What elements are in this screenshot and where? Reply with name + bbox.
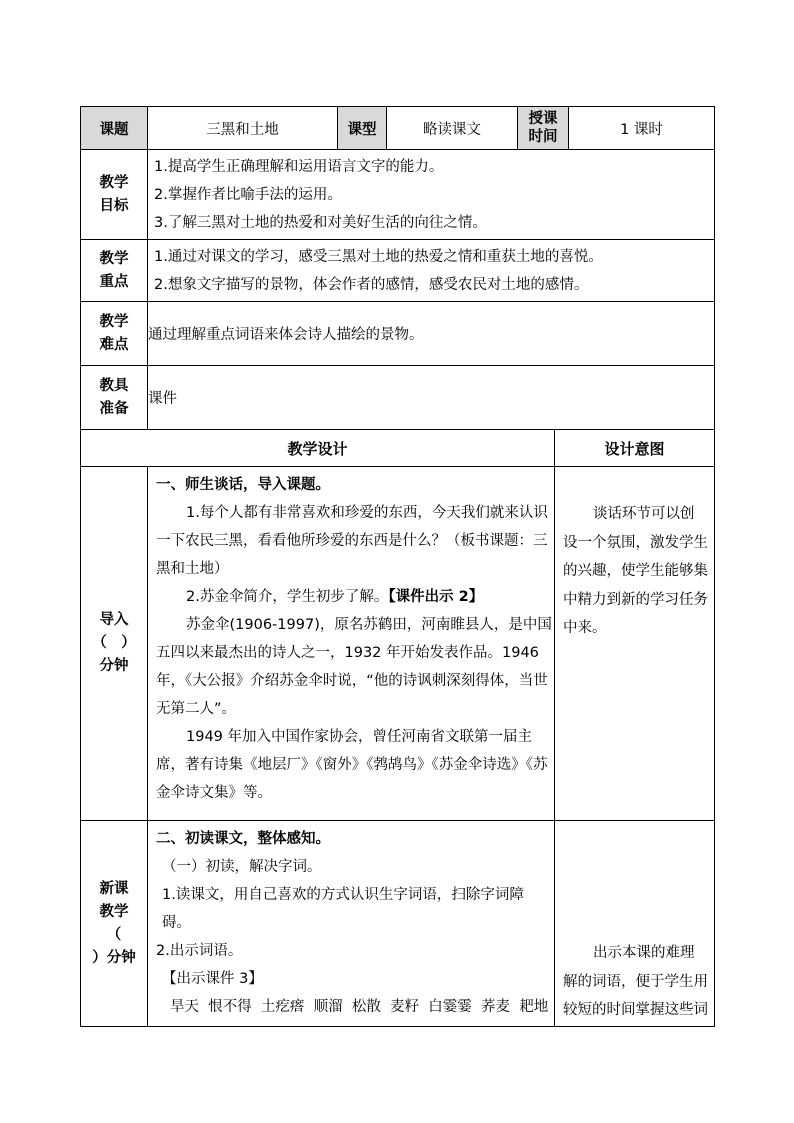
tools-label-line2: 准备 — [99, 400, 129, 417]
goals-content — [148, 150, 715, 240]
lesson-plan-table — [80, 106, 715, 1027]
time-label — [518, 107, 569, 150]
time-value: 1 课时 — [569, 107, 715, 150]
intro-intent — [555, 467, 715, 821]
header-row — [81, 107, 715, 150]
newlesson-label-line1: 新课 — [99, 880, 129, 897]
intro-content — [148, 467, 555, 821]
intro-paragraph: 1.每个人都有非常喜欢和珍爱的东西，今天我们就来认识一下农民三黑，看看他所珍爱的东西是什么？（板书课题：三黑和土地） — [156, 505, 548, 577]
intro-paragraph: 苏金伞(1906-1997)，原名苏鹤田，河南睢县人，是中国五四以来最杰出的诗人之一，1932 年开始发表作品。1946 年，《大公报》介绍苏金伞时说，“他的诗讽刺深刻得体，当世无第二人”。 — [156, 617, 552, 717]
newlesson-label — [81, 821, 148, 1027]
key-points-label — [81, 240, 148, 302]
newlesson-label-line4: ）分钟 — [92, 949, 136, 966]
intro-paragraph: 1949 年加入中国作家协会，曾任河南省文联第一届主席，著有诗集《地层厂》《窗外》《鹁鸪鸟》《苏金伞诗选》《苏金伞诗文集》等。 — [156, 729, 548, 801]
goal-item: 3.了解三黑对土地的热爱和对美好生活的向往之情。 — [154, 214, 487, 231]
difficulty-row — [81, 302, 715, 366]
vocab-words: 旱天 恨不得 土疙瘩 顺溜 松散 麦籽 白霎霎 荞麦 耙地 — [170, 999, 549, 1015]
newlesson-step: 2.出示词语。 — [156, 943, 243, 959]
intro-label — [81, 467, 148, 821]
goals-label-line2: 目标 — [99, 197, 129, 214]
intro-heading: 一、师生谈话，导入课题。 — [156, 477, 330, 493]
tools-row — [81, 366, 715, 430]
difficulty-text: 通过理解重点词语来体会诗人描绘的景物。 — [148, 302, 715, 366]
courseware-tag: 【课件出示 2】 — [388, 589, 484, 605]
difficulty-label — [81, 302, 148, 366]
design-header-row — [81, 430, 715, 467]
goal-item: 2.掌握作者比喻手法的运用。 — [154, 186, 342, 203]
intro-label-line2: （ ） — [92, 635, 136, 651]
newlesson-heading: 二、初读课文，整体感知。 — [156, 831, 330, 847]
topic-value: 三黑和土地 — [148, 107, 338, 150]
intro-p2-text: 2.苏金伞简介，学生初步了解。 — [186, 589, 389, 605]
tools-text: 课件 — [148, 366, 715, 430]
newlesson-content — [148, 821, 555, 1027]
key-points-row — [81, 240, 715, 302]
intro-intent-text: 谈话环节可以创设一个氛围，激发学生的兴趣，使学生能够集中精力到新的学习任务中来。 — [563, 506, 708, 636]
type-value: 略读课文 — [387, 107, 518, 150]
key-label-line2: 重点 — [99, 273, 129, 290]
intro-label-line3: 分钟 — [99, 658, 129, 674]
time-label-line2: 时间 — [528, 129, 558, 145]
newlesson-intent-text: 出示本课的难理解的词语，便于学生用较短的时间掌握这些词 — [563, 945, 708, 1018]
key-point-item: 1.通过对课文的学习，感受三黑对土地的热爱之情和重获土地的喜悦。 — [154, 248, 603, 265]
key-points-content — [148, 240, 715, 302]
goals-row — [81, 150, 715, 240]
intent-header: 设计意图 — [555, 430, 715, 467]
tools-label — [81, 366, 148, 430]
goal-item: 1.提高学生正确理解和运用语言文字的能力。 — [154, 158, 444, 175]
topic-label: 课题 — [81, 107, 148, 150]
goals-label-line1: 教学 — [99, 174, 129, 191]
intro-paragraph — [156, 583, 552, 611]
type-label: 课型 — [338, 107, 387, 150]
newlesson-label-line2: 教学 — [99, 903, 129, 920]
newlesson-row — [81, 821, 715, 1027]
difficulty-label-line2: 难点 — [99, 336, 129, 353]
tools-label-line1: 教具 — [99, 377, 129, 394]
design-header: 教学设计 — [81, 430, 555, 467]
time-label-line1: 授课 — [528, 111, 558, 127]
newlesson-step: 【出示课件 3】 — [162, 971, 263, 987]
key-label-line1: 教学 — [99, 250, 129, 267]
newlesson-label-line3: （ — [106, 926, 122, 943]
newlesson-intent — [555, 821, 715, 1027]
intro-label-line1: 导入 — [99, 612, 129, 628]
goals-label — [81, 150, 148, 240]
key-point-item: 2.想象文字描写的景物，体会作者的感情，感受农民对土地的感情。 — [154, 276, 589, 293]
newlesson-step: 1.读课文，用自己喜欢的方式认识生字词语，扫除字词障碍。 — [162, 887, 524, 931]
newlesson-sub: （一）初读，解决字词。 — [162, 859, 322, 875]
difficulty-label-line1: 教学 — [99, 313, 129, 330]
intro-row — [81, 467, 715, 821]
